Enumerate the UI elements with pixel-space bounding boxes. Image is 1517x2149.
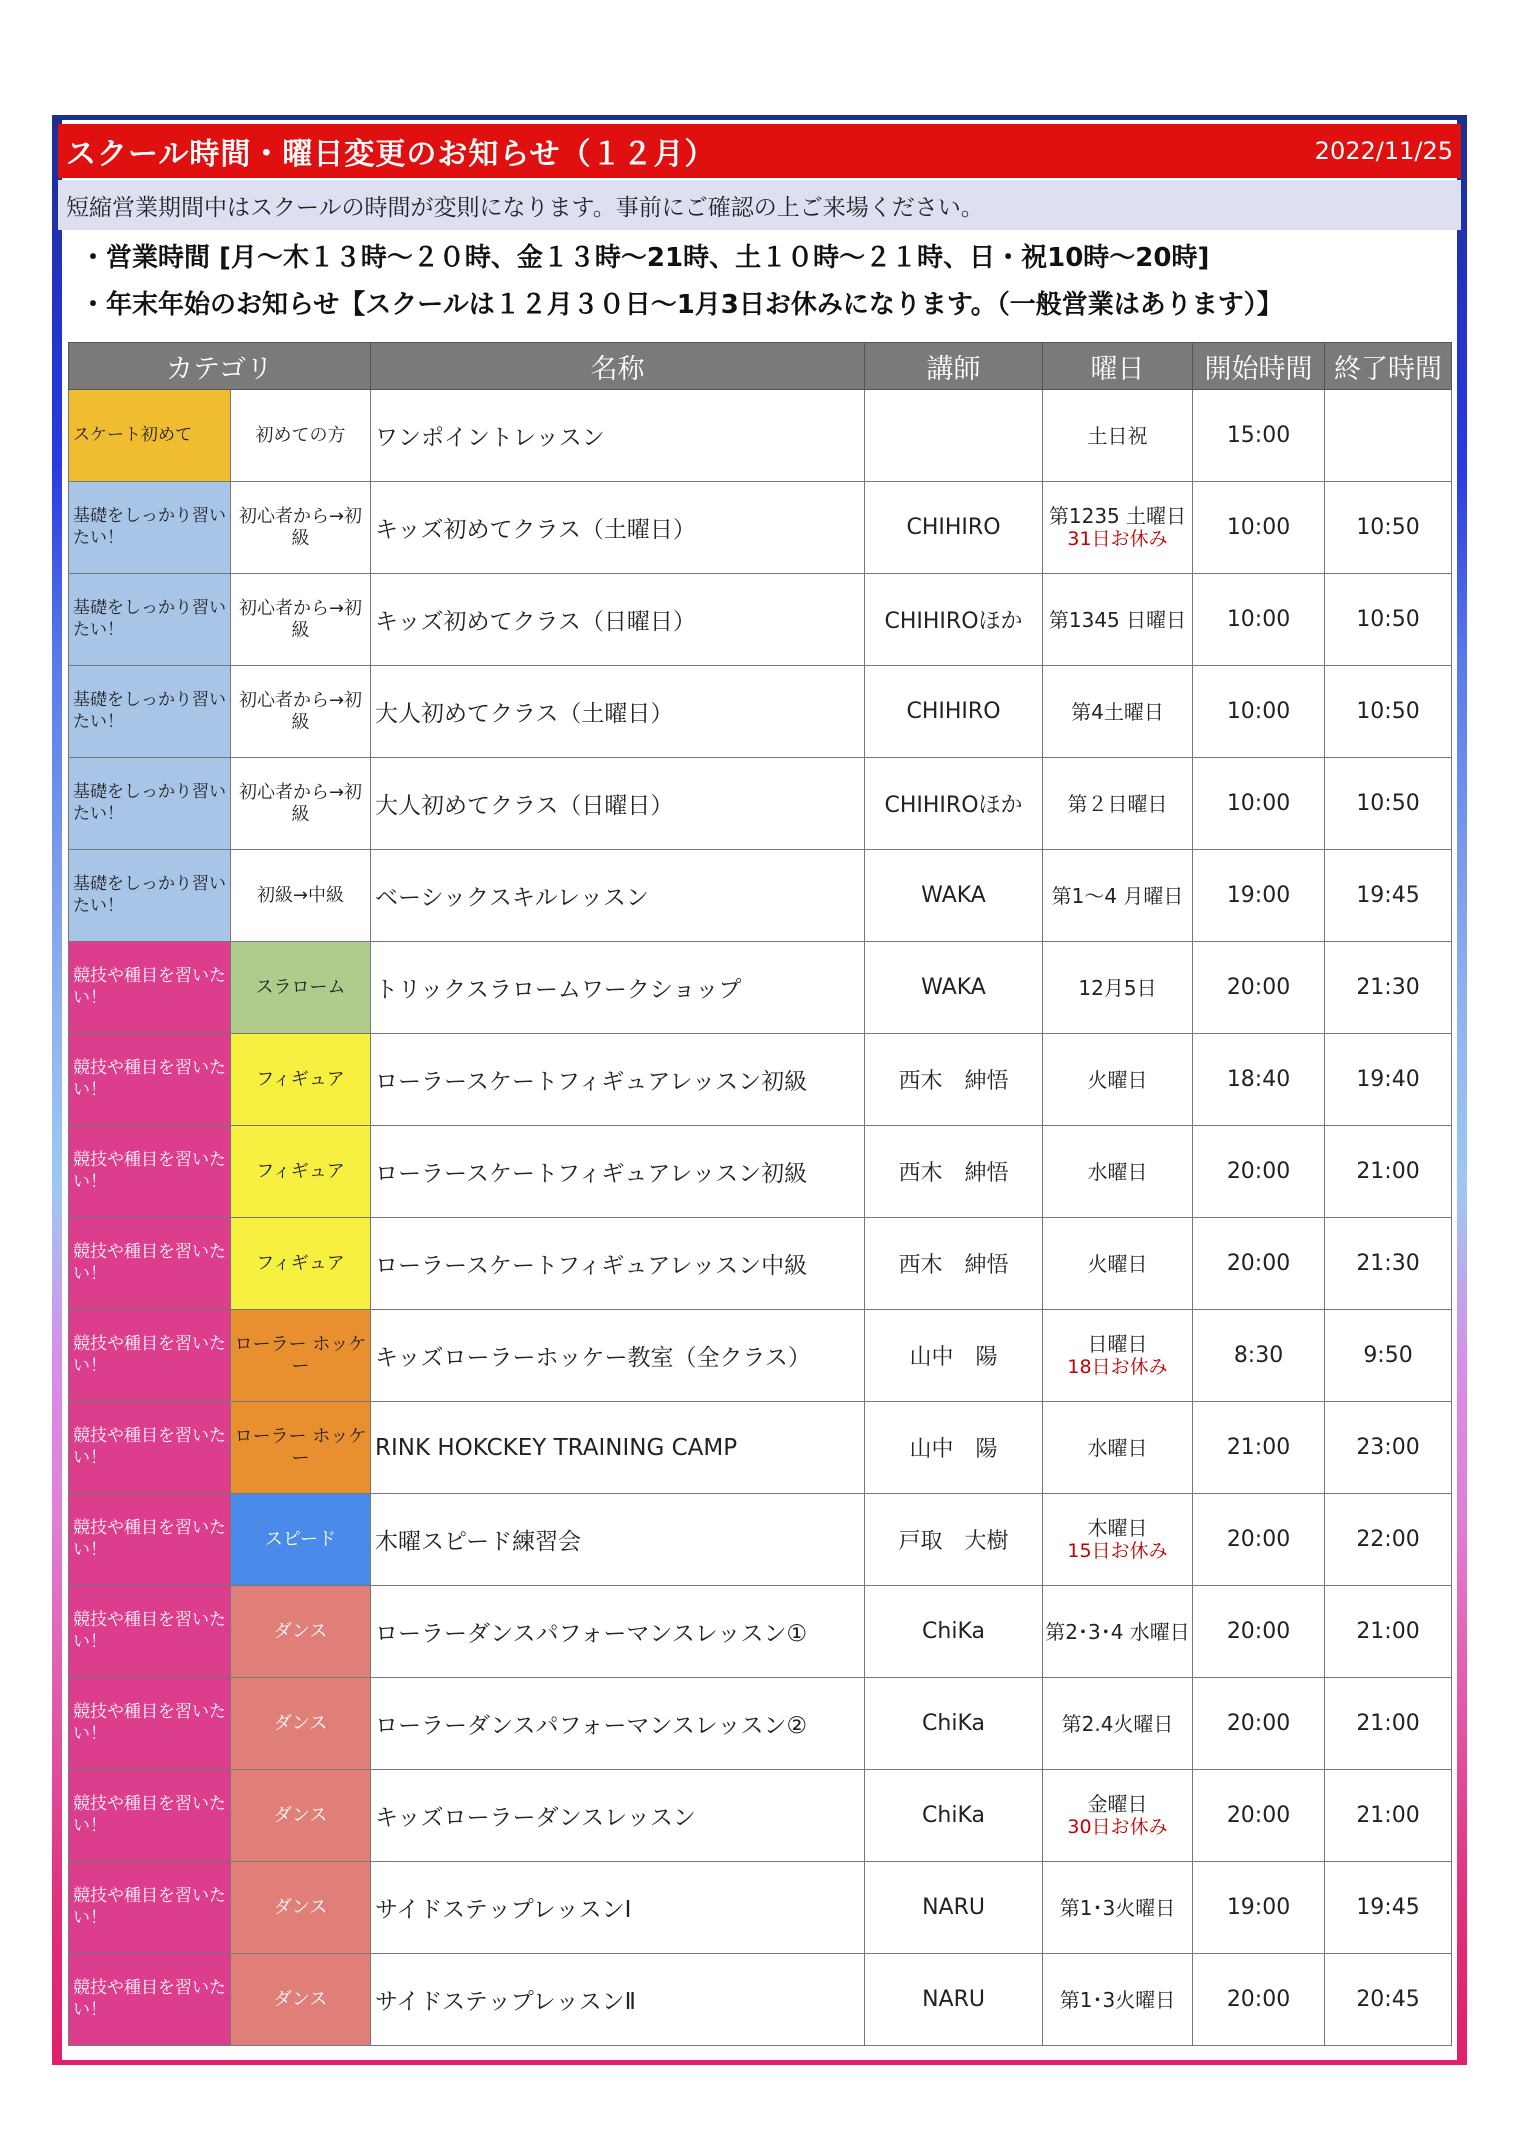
subcategory-cell: 初心者から→初級 [231, 758, 371, 850]
holiday-note: ・年末年始のお知らせ【スクールは１２月３０日～1月3日お休みになります。（一般営業はあります）】 [80, 290, 1283, 320]
day-text: 金曜日 [1087, 1792, 1148, 1817]
class-name-cell: サイドステップレッスンⅡ [371, 1954, 865, 2046]
category-cell: 競技や種目を習いたい！ [69, 1402, 231, 1494]
day-cell [1043, 1678, 1193, 1770]
start-time-cell: 18:40 [1193, 1034, 1325, 1126]
day-cell [1043, 1218, 1193, 1310]
start-time-cell: 10:00 [1193, 482, 1325, 574]
instructor-cell: CHIHIROほか [865, 758, 1043, 850]
instructor-cell: NARU [865, 1862, 1043, 1954]
end-time-cell: 21:00 [1325, 1678, 1452, 1770]
table-row [69, 1954, 1452, 2046]
subcategory-cell: スラローム [231, 942, 371, 1034]
class-name-cell: 大人初めてクラス（土曜日） [371, 666, 865, 758]
day-text: 第1･3火曜日 [1059, 1987, 1176, 2012]
class-name-cell: ワンポイントレッスン [371, 390, 865, 482]
instructor-cell: 西木 紳悟 [865, 1126, 1043, 1218]
instructor-cell: CHIHIRO [865, 482, 1043, 574]
start-time-cell: 20:00 [1193, 1126, 1325, 1218]
subcategory-cell: ダンス [231, 1770, 371, 1862]
class-name-cell: ベーシックスキルレッスン [371, 850, 865, 942]
category-cell: 基礎をしっかり習いたい！ [69, 850, 231, 942]
day-text: 第1～4 月曜日 [1051, 883, 1184, 908]
schedule-table [68, 342, 1452, 2046]
category-cell: 競技や種目を習いたい！ [69, 1126, 231, 1218]
class-name-cell: RINK HOKCKEY TRAINING CAMP [371, 1402, 865, 1494]
table-row [69, 1586, 1452, 1678]
category-cell: 基礎をしっかり習いたい！ [69, 666, 231, 758]
end-time-cell: 19:45 [1325, 850, 1452, 942]
day-cell [1043, 1034, 1193, 1126]
day-text: 第2.4火曜日 [1061, 1711, 1174, 1736]
table-row [69, 1678, 1452, 1770]
start-time-cell: 8:30 [1193, 1310, 1325, 1402]
header-start: 開始時間 [1193, 343, 1325, 390]
instructor-cell: ChiKa [865, 1770, 1043, 1862]
day-text: 12月5日 [1078, 975, 1157, 1000]
day-cell [1043, 758, 1193, 850]
class-name-cell: 大人初めてクラス（日曜日） [371, 758, 865, 850]
instructor-cell: 山中 陽 [865, 1402, 1043, 1494]
subcategory-cell: ダンス [231, 1862, 371, 1954]
end-time-cell [1325, 390, 1452, 482]
end-time-cell: 19:40 [1325, 1034, 1452, 1126]
category-cell: 競技や種目を習いたい！ [69, 1954, 231, 2046]
header-category: カテゴリ [69, 343, 371, 390]
category-cell: 競技や種目を習いたい！ [69, 1862, 231, 1954]
class-name-cell: 木曜スピード練習会 [371, 1494, 865, 1586]
category-cell: 競技や種目を習いたい！ [69, 1310, 231, 1402]
table-row [69, 850, 1452, 942]
class-name-cell: ローラーダンスパフォーマンスレッスン② [371, 1678, 865, 1770]
instructor-cell: NARU [865, 1954, 1043, 2046]
day-text: 第4土曜日 [1071, 699, 1164, 724]
start-time-cell: 10:00 [1193, 666, 1325, 758]
instructor-cell: ChiKa [865, 1586, 1043, 1678]
end-time-cell: 9:50 [1325, 1310, 1452, 1402]
instructor-cell: WAKA [865, 942, 1043, 1034]
class-name-cell: キッズローラーホッケー教室（全クラス） [371, 1310, 865, 1402]
subcategory-cell: 初心者から→初級 [231, 482, 371, 574]
end-time-cell: 22:00 [1325, 1494, 1452, 1586]
instructor-cell: WAKA [865, 850, 1043, 942]
category-cell: 競技や種目を習いたい！ [69, 1678, 231, 1770]
table-row [69, 574, 1452, 666]
category-cell: 競技や種目を習いたい！ [69, 942, 231, 1034]
day-text: 木曜日 [1087, 1516, 1148, 1541]
subcategory-cell: スピード [231, 1494, 371, 1586]
start-time-cell: 20:00 [1193, 942, 1325, 1034]
category-cell: 競技や種目を習いたい！ [69, 1770, 231, 1862]
end-time-cell: 10:50 [1325, 666, 1452, 758]
title-bar [58, 124, 1461, 178]
day-text: 第1235 土曜日 [1048, 504, 1187, 529]
subcategory-cell: 初級→中級 [231, 850, 371, 942]
subcategory-cell: フィギュア [231, 1034, 371, 1126]
category-cell: 競技や種目を習いたい！ [69, 1218, 231, 1310]
day-text: 火曜日 [1087, 1067, 1148, 1092]
business-hours-note: ・営業時間 [月～木１３時～２０時、金１３時～21時、土１０時～２１時、日・祝10時～20時] [80, 243, 1210, 273]
day-cell [1043, 1402, 1193, 1494]
start-time-cell: 21:00 [1193, 1402, 1325, 1494]
table-header-row [69, 343, 1452, 390]
day-cell [1043, 850, 1193, 942]
instructor-cell: CHIHIROほか [865, 574, 1043, 666]
table-row [69, 482, 1452, 574]
table-row [69, 1218, 1452, 1310]
end-time-cell: 21:00 [1325, 1770, 1452, 1862]
day-off-notice: 31日お休み [1067, 528, 1168, 551]
day-cell [1043, 1586, 1193, 1678]
subcategory-cell: ダンス [231, 1954, 371, 2046]
end-time-cell: 10:50 [1325, 758, 1452, 850]
end-time-cell: 21:30 [1325, 1218, 1452, 1310]
category-cell: 基礎をしっかり習いたい！ [69, 482, 231, 574]
start-time-cell: 20:00 [1193, 1586, 1325, 1678]
table-row [69, 942, 1452, 1034]
day-off-notice: 30日お休み [1067, 1816, 1168, 1839]
subcategory-cell: 初心者から→初級 [231, 574, 371, 666]
class-name-cell: キッズ初めてクラス（土曜日） [371, 482, 865, 574]
day-text: 火曜日 [1087, 1251, 1148, 1276]
start-time-cell: 20:00 [1193, 1218, 1325, 1310]
end-time-cell: 21:00 [1325, 1126, 1452, 1218]
category-cell: スケート初めて [69, 390, 231, 482]
start-time-cell: 19:00 [1193, 850, 1325, 942]
day-text: 土日祝 [1087, 423, 1148, 448]
subcategory-cell: フィギュア [231, 1126, 371, 1218]
day-text: 第2･3･4 水曜日 [1045, 1619, 1190, 1644]
table-row [69, 1862, 1452, 1954]
subcategory-cell: ローラー ホッケー [231, 1402, 371, 1494]
instructor-cell: 山中 陽 [865, 1310, 1043, 1402]
day-cell [1043, 1770, 1193, 1862]
start-time-cell: 10:00 [1193, 758, 1325, 850]
table-row [69, 758, 1452, 850]
end-time-cell: 23:00 [1325, 1402, 1452, 1494]
day-cell [1043, 390, 1193, 482]
start-time-cell: 15:00 [1193, 390, 1325, 482]
category-cell: 競技や種目を習いたい！ [69, 1034, 231, 1126]
day-text: 第２日曜日 [1067, 791, 1168, 816]
subcategory-cell: 初めての方 [231, 390, 371, 482]
day-cell [1043, 1954, 1193, 2046]
day-cell [1043, 482, 1193, 574]
day-text: 水曜日 [1087, 1435, 1148, 1460]
table-row [69, 1402, 1452, 1494]
start-time-cell: 19:00 [1193, 1862, 1325, 1954]
category-cell: 基礎をしっかり習いたい！ [69, 758, 231, 850]
day-off-notice: 18日お休み [1067, 1356, 1168, 1379]
day-text: 日曜日 [1087, 1332, 1148, 1357]
subcategory-cell: ダンス [231, 1678, 371, 1770]
class-name-cell: ローラースケートフィギュアレッスン中級 [371, 1218, 865, 1310]
end-time-cell: 20:45 [1325, 1954, 1452, 2046]
start-time-cell: 10:00 [1193, 574, 1325, 666]
table-row [69, 1034, 1452, 1126]
instructor-cell: ChiKa [865, 1678, 1043, 1770]
subcategory-cell: ローラー ホッケー [231, 1310, 371, 1402]
subcategory-cell: ダンス [231, 1586, 371, 1678]
end-time-cell: 10:50 [1325, 574, 1452, 666]
class-name-cell: キッズ初めてクラス（日曜日） [371, 574, 865, 666]
day-cell [1043, 574, 1193, 666]
class-name-cell: ローラースケートフィギュアレッスン初級 [371, 1034, 865, 1126]
end-time-cell: 19:45 [1325, 1862, 1452, 1954]
class-name-cell: ローラーダンスパフォーマンスレッスン① [371, 1586, 865, 1678]
day-cell [1043, 666, 1193, 758]
start-time-cell: 20:00 [1193, 1678, 1325, 1770]
header-day: 曜日 [1043, 343, 1193, 390]
day-cell [1043, 1862, 1193, 1954]
class-name-cell: キッズローラーダンスレッスン [371, 1770, 865, 1862]
table-row [69, 1770, 1452, 1862]
end-time-cell: 10:50 [1325, 482, 1452, 574]
subtitle: 短縮営業期間中はスクールの時間が変則になります。事前にご確認の上ご来場ください。 [58, 180, 1461, 230]
day-off-notice: 15日お休み [1067, 1540, 1168, 1563]
end-time-cell: 21:30 [1325, 942, 1452, 1034]
subcategory-cell: フィギュア [231, 1218, 371, 1310]
header-end: 終了時間 [1325, 343, 1452, 390]
start-time-cell: 20:00 [1193, 1954, 1325, 2046]
header-name: 名称 [371, 343, 865, 390]
day-cell [1043, 1494, 1193, 1586]
table-row [69, 666, 1452, 758]
day-text: 第1･3火曜日 [1059, 1895, 1176, 1920]
category-cell: 競技や種目を習いたい！ [69, 1494, 231, 1586]
instructor-cell: 西木 紳悟 [865, 1218, 1043, 1310]
day-cell [1043, 1310, 1193, 1402]
issue-date: 2022/11/25 [1314, 137, 1453, 165]
class-name-cell: ローラースケートフィギュアレッスン初級 [371, 1126, 865, 1218]
instructor-cell: CHIHIRO [865, 666, 1043, 758]
day-text: 第1345 日曜日 [1048, 607, 1187, 632]
category-cell: 競技や種目を習いたい！ [69, 1586, 231, 1678]
table-row [69, 1494, 1452, 1586]
class-name-cell: サイドステップレッスンⅠ [371, 1862, 865, 1954]
day-cell [1043, 942, 1193, 1034]
instructor-cell: 西木 紳悟 [865, 1034, 1043, 1126]
end-time-cell: 21:00 [1325, 1586, 1452, 1678]
table-row [69, 1310, 1452, 1402]
class-name-cell: トリックスラロームワークショップ [371, 942, 865, 1034]
instructor-cell [865, 390, 1043, 482]
instructor-cell: 戸取 大樹 [865, 1494, 1043, 1586]
page-title: スクール時間・曜日変更のお知らせ（１２月） [66, 137, 716, 172]
table-row [69, 390, 1452, 482]
table-row [69, 1126, 1452, 1218]
category-cell: 基礎をしっかり習いたい！ [69, 574, 231, 666]
start-time-cell: 20:00 [1193, 1770, 1325, 1862]
day-text: 水曜日 [1087, 1159, 1148, 1184]
header-instructor: 講師 [865, 343, 1043, 390]
subcategory-cell: 初心者から→初級 [231, 666, 371, 758]
start-time-cell: 20:00 [1193, 1494, 1325, 1586]
day-cell [1043, 1126, 1193, 1218]
